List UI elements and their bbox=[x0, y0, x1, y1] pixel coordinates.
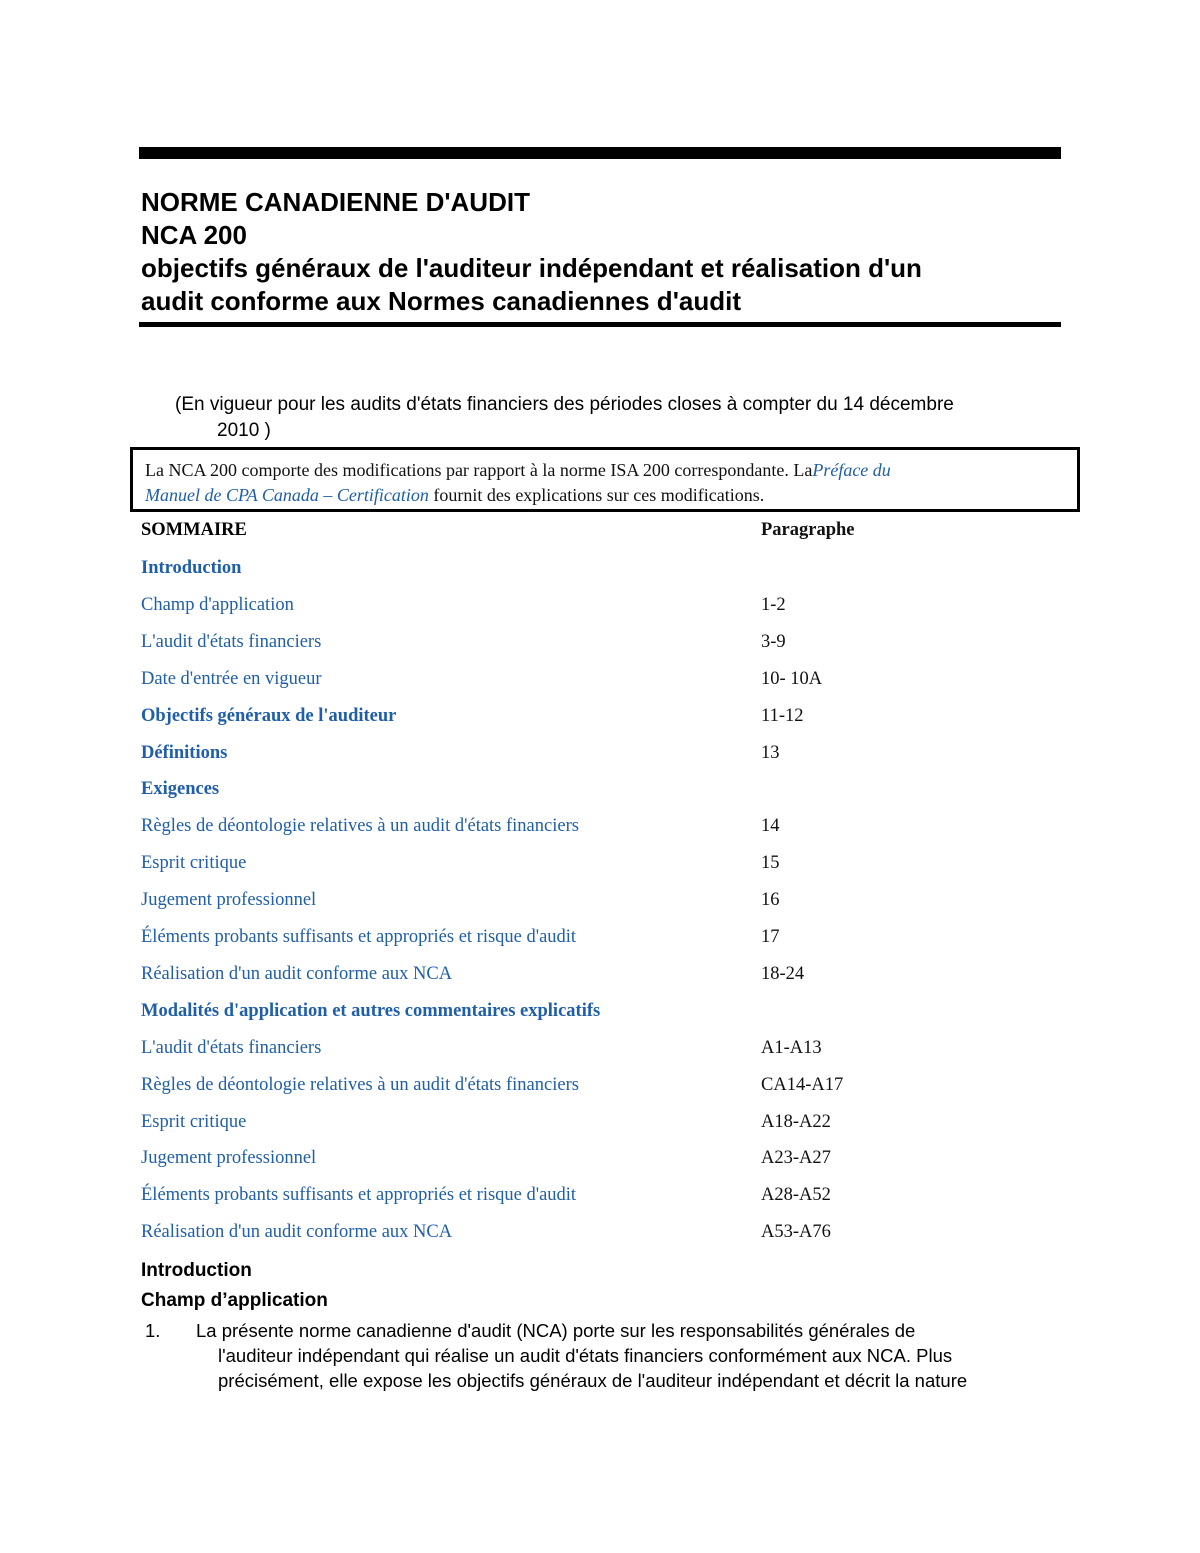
toc-entry-paragraph: 13 bbox=[761, 743, 780, 763]
title-line-2: NCA 200 bbox=[141, 220, 247, 250]
paragraph-line-1: La présente norme canadienne d'audit (NCA) porte sur les responsabilités générales de bbox=[196, 1320, 916, 1341]
subsection-heading-scope: Champ d’application bbox=[141, 1290, 328, 1311]
toc-entry-paragraph: A53-A76 bbox=[761, 1222, 831, 1242]
title-line-1: NORME CANADIENNE D'AUDIT bbox=[141, 187, 530, 217]
toc-entry-title[interactable]: Éléments probants suffisants et appropriés et risque d'audit bbox=[141, 927, 577, 947]
toc-entry-row[interactable] bbox=[141, 885, 1061, 915]
toc-entry-paragraph: A18-A22 bbox=[761, 1112, 831, 1132]
toc-entry-title[interactable]: L'audit d'états financiers bbox=[141, 1038, 322, 1058]
toc-entry-paragraph: 16 bbox=[761, 890, 780, 910]
toc-entry-paragraph: 15 bbox=[761, 853, 780, 873]
effective-line-2: 2010 ) bbox=[217, 420, 271, 441]
toc-entry-paragraph: CA14-A17 bbox=[761, 1075, 844, 1095]
toc-entry-row[interactable] bbox=[141, 959, 1061, 989]
toc-entry-title[interactable]: Règles de déontologie relatives à un audit d'états financiers bbox=[141, 1075, 579, 1095]
toc-entry-row[interactable] bbox=[141, 922, 1061, 952]
toc-section-row[interactable] bbox=[141, 996, 1061, 1026]
toc-entry-paragraph: 1-2 bbox=[761, 595, 786, 615]
toc-entry-title[interactable]: Jugement professionnel bbox=[141, 890, 317, 910]
title-underline-rule bbox=[139, 322, 1061, 327]
toc-entry-title[interactable]: Règles de déontologie relatives à un audit d'états financiers bbox=[141, 816, 579, 836]
title-line-4: audit conforme aux Normes canadiennes d'audit bbox=[141, 286, 741, 316]
toc-entry-paragraph: A23-A27 bbox=[761, 1148, 831, 1168]
toc-entry-paragraph: 14 bbox=[761, 816, 780, 836]
toc-column-heading: Paragraphe bbox=[761, 520, 855, 540]
toc-entry-title[interactable]: Champ d'application bbox=[141, 595, 294, 615]
toc-entry-row[interactable] bbox=[141, 1143, 1061, 1173]
effective-date-note bbox=[175, 392, 1055, 444]
toc-entry-title[interactable]: Objectifs généraux de l'auditeur bbox=[141, 706, 397, 726]
preface-link-line-2[interactable]: Manuel de CPA Canada – Certification bbox=[145, 485, 429, 505]
toc-entry-paragraph: 18-24 bbox=[761, 964, 805, 984]
toc-heading: SOMMAIRE bbox=[141, 520, 247, 540]
toc-section-row[interactable] bbox=[141, 553, 1061, 583]
toc-entry-title[interactable]: Définitions bbox=[141, 743, 228, 763]
section-heading-introduction: Introduction bbox=[141, 1260, 252, 1281]
toc-entry-paragraph: A1-A13 bbox=[761, 1038, 822, 1058]
toc-entry-row[interactable] bbox=[141, 664, 1061, 694]
document-title bbox=[141, 186, 1061, 318]
toc-entry-title[interactable]: Éléments probants suffisants et appropriés et risque d'audit bbox=[141, 1185, 577, 1205]
toc-entry-row[interactable] bbox=[141, 590, 1061, 620]
toc-header-row bbox=[141, 515, 1061, 545]
toc-entry-row[interactable] bbox=[141, 1217, 1061, 1247]
toc-entry-title[interactable]: Exigences bbox=[141, 779, 220, 799]
toc-entry-title[interactable]: Esprit critique bbox=[141, 853, 247, 873]
effective-line-1: (En vigueur pour les audits d'états financiers des périodes closes à compter du 14 décembre bbox=[175, 394, 954, 415]
notice-text-after: fournit des explications sur ces modifications. bbox=[428, 485, 765, 505]
toc-entry-title[interactable]: Modalités d'application et autres commentaires explicatifs bbox=[141, 1001, 601, 1021]
toc-entry-title[interactable]: Réalisation d'un audit conforme aux NCA bbox=[141, 964, 453, 984]
toc-section-row[interactable] bbox=[141, 774, 1061, 804]
toc-entry-title[interactable]: Réalisation d'un audit conforme aux NCA bbox=[141, 1222, 453, 1242]
toc-entry-paragraph: 10- 10A bbox=[761, 669, 823, 689]
preface-link-line-1[interactable]: Préface du bbox=[812, 460, 891, 480]
title-line-3: objectifs généraux de l'auditeur indépendant et réalisation d'un bbox=[141, 253, 922, 283]
paragraph-line-2: l'auditeur indépendant qui réalise un audit d'états financiers conformément aux NCA. Plus bbox=[218, 1345, 953, 1366]
toc-entry-row[interactable] bbox=[141, 627, 1061, 657]
toc-entry-title[interactable]: Esprit critique bbox=[141, 1112, 247, 1132]
toc-entry-row[interactable] bbox=[141, 1033, 1061, 1063]
toc-section-row[interactable] bbox=[141, 738, 1061, 768]
notice-text-before: La NCA 200 comporte des modifications par rapport à la norme ISA 200 correspondante. La bbox=[145, 460, 813, 480]
toc-entry-paragraph: 11-12 bbox=[761, 706, 804, 726]
paragraph-line-3: précisément, elle expose les objectifs généraux de l'auditeur indépendant et décrit la nature bbox=[218, 1370, 968, 1391]
toc-entry-row[interactable] bbox=[141, 1107, 1061, 1137]
toc-entry-paragraph: 3-9 bbox=[761, 632, 786, 652]
toc-entry-row[interactable] bbox=[141, 848, 1061, 878]
top-rule bbox=[139, 147, 1061, 159]
toc-entry-row[interactable] bbox=[141, 811, 1061, 841]
toc-section-row[interactable] bbox=[141, 701, 1061, 731]
toc-entry-title[interactable]: Date d'entrée en vigueur bbox=[141, 669, 322, 689]
modification-notice-box bbox=[130, 447, 1080, 512]
toc-entry-title[interactable]: Introduction bbox=[141, 558, 242, 578]
toc-entry-paragraph: 17 bbox=[761, 927, 780, 947]
toc-entry-paragraph: A28-A52 bbox=[761, 1185, 831, 1205]
notice-text bbox=[145, 458, 1065, 508]
toc-entry-row[interactable] bbox=[141, 1070, 1061, 1100]
paragraph-number: 1. bbox=[145, 1320, 161, 1341]
toc-entry-title[interactable]: L'audit d'états financiers bbox=[141, 632, 322, 652]
toc-entry-title[interactable]: Jugement professionnel bbox=[141, 1148, 317, 1168]
toc-entry-row[interactable] bbox=[141, 1180, 1061, 1210]
